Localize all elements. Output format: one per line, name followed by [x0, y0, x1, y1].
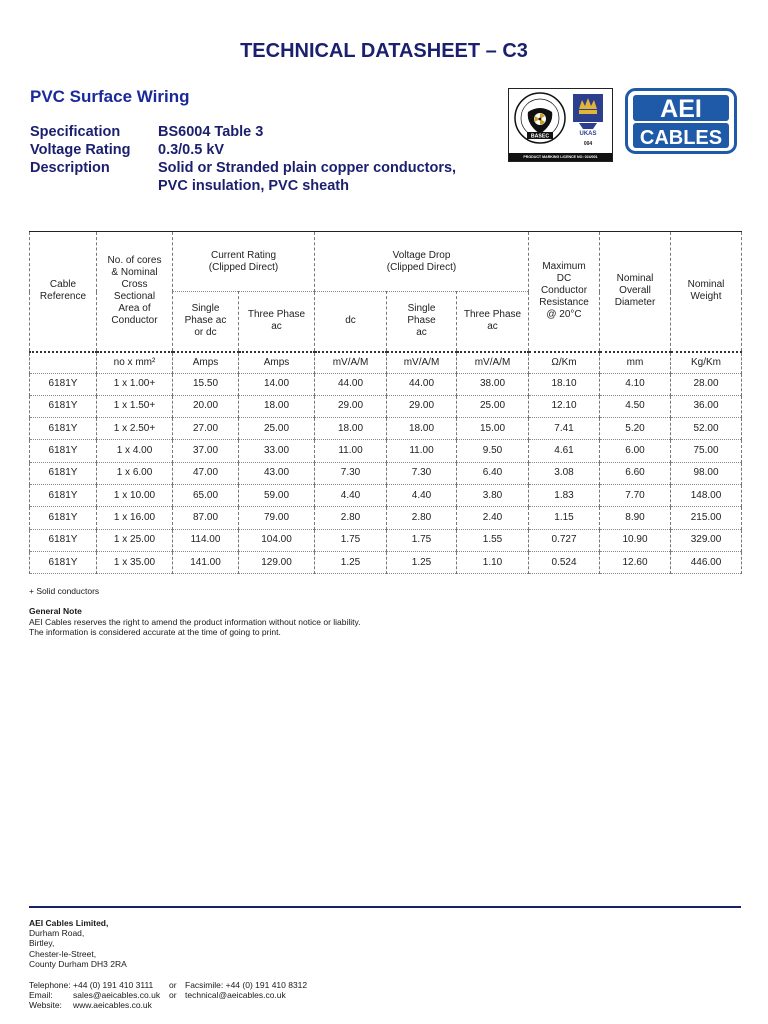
- logo-cables-text: CABLES: [639, 127, 723, 149]
- units-row: [30, 352, 742, 374]
- footer-divider: [29, 906, 741, 908]
- cell-vd-dc: 4.40: [315, 484, 387, 506]
- unit-cell: [30, 352, 97, 374]
- cell-overall-diameter: 6.00: [600, 440, 671, 462]
- or-text: or: [169, 990, 177, 1001]
- header-cr-single-phase: Single Phase ac or dc: [173, 292, 239, 352]
- product-subtitle: PVC Surface Wiring: [30, 87, 190, 106]
- cell-overall-diameter: 10.90: [600, 529, 671, 551]
- ukas-crown-icon: [571, 93, 605, 141]
- general-note-heading: General Note: [29, 606, 82, 616]
- table-row: [30, 440, 742, 462]
- basec-text: BASEC: [530, 133, 550, 140]
- company-name: AEI Cables Limited,: [29, 918, 109, 928]
- cell-vd-single: 11.00: [387, 440, 457, 462]
- cell-current-single: 27.00: [173, 418, 239, 440]
- cell-current-three: 33.00: [239, 440, 315, 462]
- cell-current-single: 141.00: [173, 551, 239, 573]
- cell-cores-size: 1 x 25.00: [97, 529, 173, 551]
- cell-current-single: 65.00: [173, 484, 239, 506]
- cell-overall-diameter: 5.20: [600, 418, 671, 440]
- cell-dc-resistance: 1.83: [529, 484, 600, 506]
- cell-weight: 329.00: [671, 529, 742, 551]
- unit-cell: mV/A/M: [457, 352, 529, 374]
- cell-vd-single: 4.40: [387, 484, 457, 506]
- spec-row-description-cont: [30, 177, 488, 195]
- cell-cable-reference: 6181Y: [30, 462, 97, 484]
- contact-row-phone: [29, 980, 307, 990]
- header-weight: Nominal Weight: [671, 232, 742, 352]
- cell-vd-single: 1.25: [387, 551, 457, 573]
- cell-dc-resistance: 7.41: [529, 418, 600, 440]
- basec-mark-icon: [514, 92, 566, 144]
- header-max-dc-resistance: Maximum DC Conductor Resistance @ 20°C: [529, 232, 600, 352]
- cell-weight: 446.00: [671, 551, 742, 573]
- ukas-text: UKAS: [579, 131, 597, 137]
- cell-current-single: 47.00: [173, 462, 239, 484]
- cell-vd-dc: 44.00: [315, 373, 387, 395]
- cell-dc-resistance: 18.10: [529, 373, 600, 395]
- cell-overall-diameter: 4.10: [600, 373, 671, 395]
- cell-dc-resistance: 12.10: [529, 395, 600, 417]
- cell-vd-dc: 29.00: [315, 395, 387, 417]
- general-note-line: AEI Cables reserves the right to amend the product information without notice or liability.: [29, 616, 361, 627]
- cell-dc-resistance: 0.524: [529, 551, 600, 573]
- cell-cores-size: 1 x 35.00: [97, 551, 173, 573]
- ukas-number: 004: [583, 141, 593, 147]
- footnote: + Solid conductors: [29, 586, 100, 596]
- cell-vd-dc: 2.80: [315, 507, 387, 529]
- cell-cores-size: 1 x 2.50+: [97, 418, 173, 440]
- spec-value: BS6004 Table 3: [158, 124, 264, 140]
- header-voltage-drop: Voltage Drop (Clipped Direct): [315, 232, 529, 292]
- cell-current-three: 59.00: [239, 484, 315, 506]
- cell-vd-single: 18.00: [387, 418, 457, 440]
- cell-weight: 36.00: [671, 395, 742, 417]
- cell-vd-dc: 1.25: [315, 551, 387, 573]
- unit-cell: mV/A/M: [387, 352, 457, 374]
- cell-vd-single: 44.00: [387, 373, 457, 395]
- header-cores: No. of cores & Nominal Cross Sectional Area of Conductor: [97, 232, 173, 352]
- spec-label: Voltage Rating: [30, 142, 131, 158]
- cell-vd-three: 1.55: [457, 529, 529, 551]
- spec-row-specification: [30, 123, 488, 141]
- telephone-value: +44 (0) 191 410 3111: [73, 980, 154, 990]
- cell-current-single: 20.00: [173, 395, 239, 417]
- unit-cell: mV/A/M: [315, 352, 387, 374]
- table-row: [30, 551, 742, 573]
- cell-vd-single: 2.80: [387, 507, 457, 529]
- or-text: or: [169, 980, 177, 990]
- cell-weight: 98.00: [671, 462, 742, 484]
- cell-dc-resistance: 4.61: [529, 440, 600, 462]
- cell-current-single: 114.00: [173, 529, 239, 551]
- specification-block: [30, 123, 488, 195]
- cell-current-single: 37.00: [173, 440, 239, 462]
- cell-current-three: 25.00: [239, 418, 315, 440]
- logo-aei-text: AEI: [660, 95, 702, 123]
- website-label: Website:: [29, 1000, 62, 1011]
- table-row: [30, 373, 742, 395]
- table-row: [30, 462, 742, 484]
- cell-cable-reference: 6181Y: [30, 507, 97, 529]
- contact-row-email: [29, 990, 307, 1000]
- cell-vd-dc: 18.00: [315, 418, 387, 440]
- cell-vd-dc: 11.00: [315, 440, 387, 462]
- address-line: County Durham DH3 2RA: [29, 958, 127, 969]
- cable-data-table: [29, 231, 742, 574]
- cell-vd-three: 38.00: [457, 373, 529, 395]
- document-title: TECHNICAL DATASHEET – C3: [240, 40, 528, 62]
- cell-current-three: 79.00: [239, 507, 315, 529]
- cell-vd-single: 1.75: [387, 529, 457, 551]
- cell-overall-diameter: 12.60: [600, 551, 671, 573]
- header-cr-three-phase: Three Phase ac: [239, 292, 315, 352]
- company-address: [29, 918, 127, 969]
- cell-vd-three: 1.10: [457, 551, 529, 573]
- cell-vd-dc: 1.75: [315, 529, 387, 551]
- spec-value: Solid or Stranded plain copper conductors,: [158, 160, 457, 176]
- cell-current-three: 104.00: [239, 529, 315, 551]
- table-row: [30, 507, 742, 529]
- cell-dc-resistance: 3.08: [529, 462, 600, 484]
- cell-current-three: 129.00: [239, 551, 315, 573]
- cell-current-single: 15.50: [173, 373, 239, 395]
- table-row: [30, 395, 742, 417]
- cell-cores-size: 1 x 4.00: [97, 440, 173, 462]
- cell-cable-reference: 6181Y: [30, 484, 97, 506]
- spec-value: PVC insulation, PVC sheath: [158, 178, 349, 194]
- cell-vd-three: 6.40: [457, 462, 529, 484]
- spec-row-voltage: [30, 141, 488, 159]
- cell-cores-size: 1 x 1.50+: [97, 395, 173, 417]
- cell-weight: 215.00: [671, 507, 742, 529]
- cell-dc-resistance: 0.727: [529, 529, 600, 551]
- cell-vd-dc: 7.30: [315, 462, 387, 484]
- spec-label: [30, 177, 158, 195]
- cell-cable-reference: 6181Y: [30, 373, 97, 395]
- cell-overall-diameter: 7.70: [600, 484, 671, 506]
- facsimile-value: Facsimile: +44 (0) 191 410 8312: [185, 980, 308, 990]
- cell-vd-three: 9.50: [457, 440, 529, 462]
- contact-row-website: [29, 1000, 307, 1010]
- spec-value: 0.3/0.5 kV: [158, 142, 225, 158]
- header-cable-reference: Cable Reference: [30, 232, 97, 352]
- cell-weight: 75.00: [671, 440, 742, 462]
- contact-details: [29, 980, 307, 1011]
- cell-vd-single: 7.30: [387, 462, 457, 484]
- cell-vd-three: 25.00: [457, 395, 529, 417]
- cell-current-single: 87.00: [173, 507, 239, 529]
- cell-dc-resistance: 1.15: [529, 507, 600, 529]
- certification-badge: [508, 88, 613, 162]
- spec-label: Specification: [30, 124, 121, 140]
- email-label: Email:: [29, 990, 53, 1001]
- licence-strip: PRODUCT MARKING LICENCE NO: 024/001: [509, 153, 612, 161]
- cell-current-three: 43.00: [239, 462, 315, 484]
- unit-cell: Amps: [239, 352, 315, 374]
- cell-current-three: 14.00: [239, 373, 315, 395]
- email-sales-link[interactable]: sales@aeicables.co.uk: [73, 990, 161, 1001]
- cell-cable-reference: 6181Y: [30, 418, 97, 440]
- cell-vd-single: 29.00: [387, 395, 457, 417]
- address-line: Birtley,: [29, 938, 55, 949]
- cell-weight: 28.00: [671, 373, 742, 395]
- table-row: [30, 529, 742, 551]
- cell-cable-reference: 6181Y: [30, 395, 97, 417]
- table-row: [30, 418, 742, 440]
- cell-cores-size: 1 x 1.00+: [97, 373, 173, 395]
- general-note: [29, 606, 361, 638]
- cell-cores-size: 1 x 10.00: [97, 484, 173, 506]
- cell-vd-three: 3.80: [457, 484, 529, 506]
- telephone-label: Telephone:: [29, 980, 71, 990]
- general-note-line: The information is considered accurate at the time of going to print.: [29, 627, 281, 637]
- spec-row-description: [30, 159, 488, 177]
- unit-cell: mm: [600, 352, 671, 374]
- spec-label: Description: [30, 160, 110, 176]
- cell-vd-three: 15.00: [457, 418, 529, 440]
- cell-current-three: 18.00: [239, 395, 315, 417]
- address-line: Durham Road,: [29, 928, 85, 939]
- unit-cell: Ω/Km: [529, 352, 600, 374]
- cell-weight: 148.00: [671, 484, 742, 506]
- cell-weight: 52.00: [671, 418, 742, 440]
- email-technical-link[interactable]: technical@aeicables.co.uk: [185, 990, 286, 1001]
- table-row: [30, 484, 742, 506]
- header-vd-single-phase: Single Phase ac: [387, 292, 457, 352]
- cell-cores-size: 1 x 16.00: [97, 507, 173, 529]
- cell-cable-reference: 6181Y: [30, 529, 97, 551]
- cell-overall-diameter: 4.50: [600, 395, 671, 417]
- cell-vd-three: 2.40: [457, 507, 529, 529]
- cell-overall-diameter: 6.60: [600, 462, 671, 484]
- header-vd-three-phase: Three Phase ac: [457, 292, 529, 352]
- table-body: [30, 373, 742, 574]
- aei-cables-logo: [625, 88, 737, 154]
- header-current-rating: Current Rating (Clipped Direct): [173, 232, 315, 292]
- website-link[interactable]: www.aeicables.co.uk: [73, 1000, 152, 1011]
- unit-cell: Kg/Km: [671, 352, 742, 374]
- cell-cores-size: 1 x 6.00: [97, 462, 173, 484]
- header-overall-diameter: Nominal Overall Diameter: [600, 232, 671, 352]
- cell-cable-reference: 6181Y: [30, 551, 97, 573]
- unit-cell: Amps: [173, 352, 239, 374]
- cell-overall-diameter: 8.90: [600, 507, 671, 529]
- unit-cell: no x mm²: [97, 352, 173, 374]
- cell-cable-reference: 6181Y: [30, 440, 97, 462]
- address-line: Chester-le-Street,: [29, 948, 97, 959]
- header-vd-dc: dc: [315, 292, 387, 352]
